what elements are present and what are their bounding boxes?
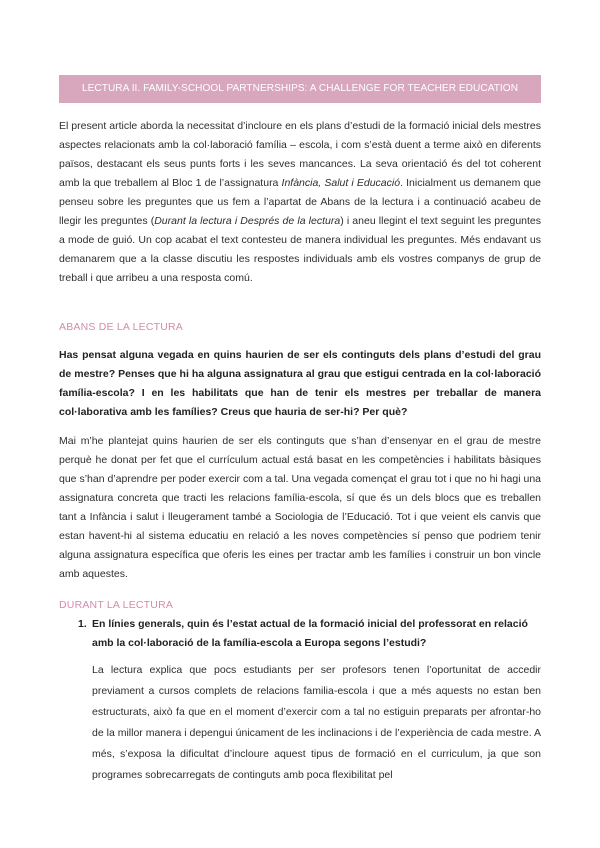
during-reading-answer: La lectura explica que pocs estudiants per ser profesors tenen l’oportunitat de accedir previament a cursos complets de relacions familia-escola i que a més aquests no estan ben estructurats, això fa que en el moment d’exercir com a tal no estiguin preparats per afrontar-ho de la millor manera i depengui únicament de les inclinacions i de l’experiència de cada mestre. A més, s’exposa la dificultat d’incloure aquest tipus de formació en el curriculum, ja que son programes sobrecarregats de continguts amb poca flexibilitat pel <box>92 664 541 781</box>
section-heading-during-reading: DURANT LA LECTURA <box>59 599 174 611</box>
intro-text-3: ) i aneu llegint el text seguint les preguntes a mode de guió. Un cop acabat el text contesteu de manera individual les preguntes. Més endavant us demanarem que a la classe discutiu les respostes individuals amb els vostres companys de grup de treball i que arribeu a una resposta comú. <box>59 215 542 284</box>
before-reading-answer: Mai m’he plantejat quins haurien de ser els continguts que s’han d’ensenyar en el grau de mestre perquè he donat per fet que el currículum actual está basat en les competències i habilitats bàsiques que s’han d’aprendre per poder exercir com a tal. Una vegada començat el grau tot i que no hi hagi una assignatura concreta que tracti les relacions família-escola, sí que és un dels blocs que es treballen tant a Infància i salut i lleugerament també a Sociologia de l’Educació. Tot i que veient els canvis que estan havent-hi al sistema educatiu en relació a les noves competències sí penso que podriem tenir alguna assignatura específica que oferis les eines per tractar amb les famílies i construir un bon vincle amb aquestes. <box>59 435 541 580</box>
question-number: 1. <box>78 618 87 630</box>
intro-text-2: . Inicialment us demanem que penseu sobre les preguntes que us fem a l’apartat de Abans de la lectura i a continuació acabeu de llegir les preguntes ( <box>59 177 541 227</box>
during-reading-question: En línies generals, quin és l’estat actual de la formació inicial del professorat en relació amb la col·laboració de la família-escola a Europa segons l’estudi? <box>92 618 528 649</box>
reading-title-banner: LECTURA II. FAMILY-SCHOOL PARTNERSHIPS: A CHALLENGE FOR TEACHER EDUCATION <box>59 75 541 103</box>
intro-paragraph <box>59 117 541 288</box>
course-name: Infància, Salut i Educació <box>281 177 401 189</box>
before-reading-question: Has pensat alguna vegada en quins haurien de ser els continguts dels plans d’estudi del grau de mestre? Penses que hi ha alguna assignatura al grau que estigui centrada en la col·laboració família-escola? I en les habilitats que han de tenir els mestres per treballar de manera col·laborativa amb les famílies? Creus que hauria de ser-hi? Per què? <box>59 349 541 418</box>
intro-text-1: El present article aborda la necessitat d’incloure en els plans d’estudi de la formació inicial dels mestres aspectes relacionats amb la col·laboració família – escola, i com s’està duent a terme això en diferents països, destacant els seus punts forts i les seves mancances. La seva orientació és del tot coherent amb la que treballem al Bloc 1 de l’assignatura <box>59 120 541 189</box>
section-heading-before-reading: ABANS DE LA LECTURA <box>59 321 184 333</box>
during-after-reading-ref: Durant la lectura i Després de la lectura <box>154 215 341 227</box>
